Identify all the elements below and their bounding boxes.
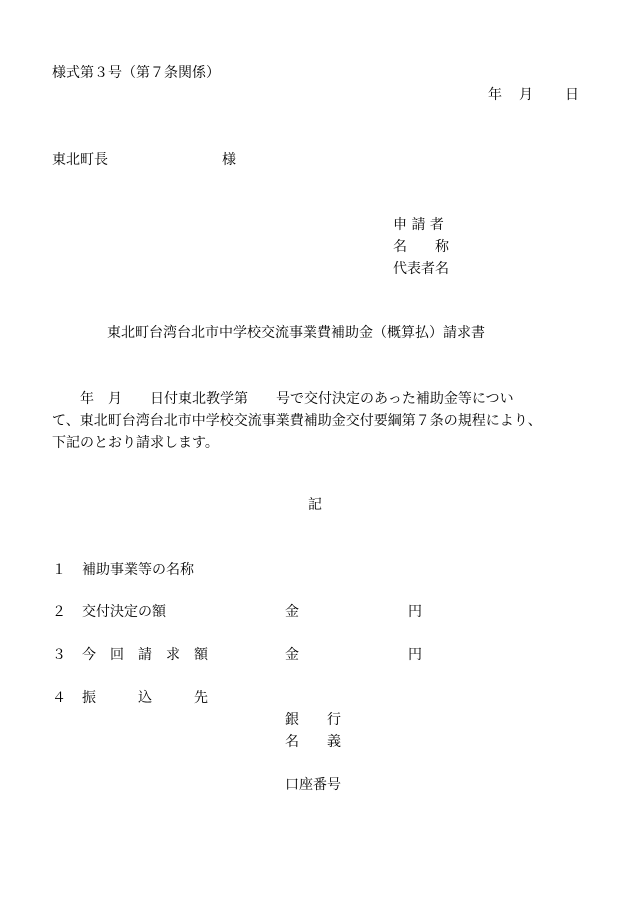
item-1-number: １ (52, 562, 66, 578)
item-4-label: 振 込 先 (82, 690, 208, 706)
item-4-number: ４ (52, 690, 66, 706)
form-number: 様式第３号（第７条関係） (52, 65, 220, 81)
document-title: 東北町台湾台北市中学校交流事業費補助金（概算払）請求書 (107, 325, 485, 341)
applicant-name-label: 名 称 (393, 239, 449, 255)
applicant-representative-label: 代表者名 (393, 261, 449, 277)
item-2-label: 交付決定の額 (82, 604, 166, 620)
account-number-label: 口座番号 (285, 777, 341, 793)
ki-heading: 記 (308, 497, 322, 513)
item-2-prefix: 金 (285, 604, 299, 620)
date-year-label: 年 (488, 87, 502, 103)
body-line-2: て、東北町台湾台北市中学校交流事業費補助金交付要綱第７条の規程により、 (52, 413, 542, 429)
applicant-label: 申 請 者 (393, 217, 444, 233)
item-3-suffix: 円 (408, 647, 422, 663)
item-2-number: ２ (52, 604, 66, 620)
account-holder-label: 名 義 (285, 734, 341, 750)
addressee-honorific: 様 (222, 152, 236, 168)
item-3-number: ３ (52, 647, 66, 663)
body-paragraph (52, 388, 580, 454)
date-day-label: 日 (565, 87, 579, 103)
body-line-3: 下記のとおり請求します。 (52, 435, 219, 451)
item-2-suffix: 円 (408, 604, 422, 620)
body-line-1: 年 月 日付東北教学第 号で交付決定のあった補助金等につい (52, 391, 514, 407)
addressee-name: 東北町長 (52, 152, 108, 168)
item-1-label: 補助事業等の名称 (82, 562, 194, 578)
item-3-label: 今 回 請 求 額 (82, 647, 208, 663)
bank-label: 銀 行 (285, 712, 341, 728)
date-month-label: 月 (519, 87, 533, 103)
item-3-prefix: 金 (285, 647, 299, 663)
